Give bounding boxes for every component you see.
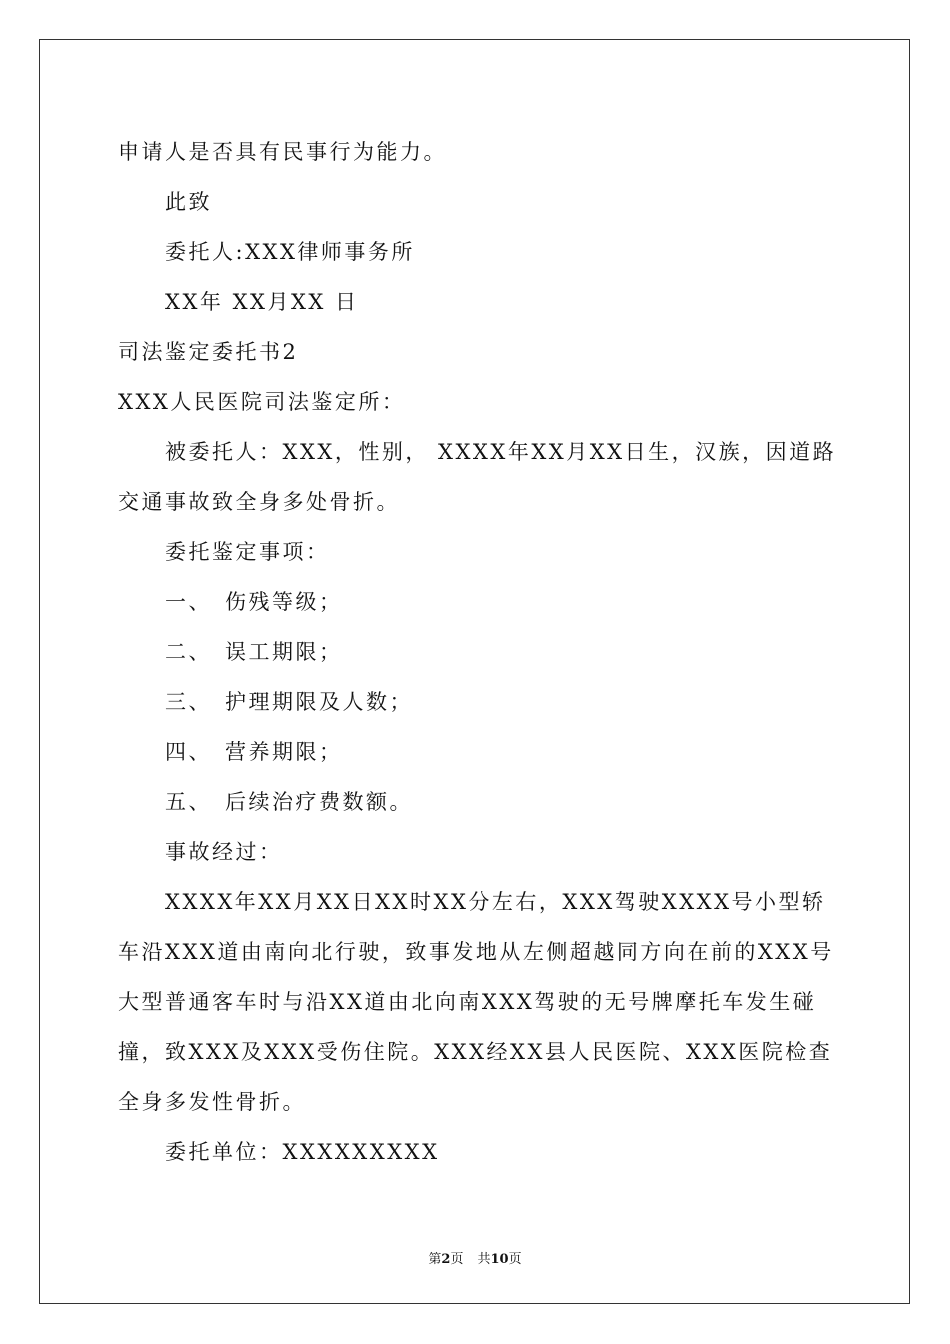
page-number: 2 — [441, 1252, 451, 1267]
total-prefix: 共 — [477, 1252, 491, 1267]
list-item — [118, 727, 838, 777]
list-item-text: 误工期限； — [225, 640, 343, 664]
continuation-line: 申请人是否具有民事行为能力。 — [118, 140, 447, 164]
list-item — [118, 627, 838, 677]
list-item-number: 四、 — [165, 740, 212, 764]
date-line: XX年 XX月XX 日 — [165, 290, 359, 314]
document-title: 司法鉴定委托书2 — [118, 340, 299, 364]
total-pages: 10 — [490, 1252, 509, 1267]
list-item — [118, 777, 838, 827]
accident-paragraph: XXXX年XX月XX日XX时XX分左右，XXX驾驶XXXX号小型轿车沿XXX道由南向北行驶，致事发地从左侧超越同方向在前的XXX号大型普通客车时与沿XX道由北向南XXX驾驶的无号牌摩托车发生碰撞，致XXX及XXX受伤住院。XXX经XX县人民医院、XXX医院检查全身多发性骨折。 — [118, 890, 834, 1114]
salutation-close: 此致 — [165, 190, 212, 214]
list-item-text: 后续治疗费数额。 — [225, 790, 413, 814]
page-suffix: 页 — [450, 1252, 464, 1267]
list-item-number: 二、 — [165, 640, 212, 664]
list-item-text: 营养期限； — [225, 740, 343, 764]
total-suffix: 页 — [508, 1252, 522, 1267]
list-item — [118, 577, 838, 627]
list-item-number: 一、 — [165, 590, 212, 614]
accident-heading: 事故经过： — [165, 840, 283, 864]
list-item-text: 护理期限及人数； — [225, 690, 413, 714]
document-body — [118, 127, 838, 1177]
page-footer — [0, 1248, 950, 1267]
subject-paragraph: 被委托人：XXX，性别， XXXX年XX月XX日生，汉族，因道路交通事故致全身多处骨折。 — [118, 440, 837, 514]
addressee-line: XXX人民医院司法鉴定所： — [118, 390, 406, 414]
client-line: 委托人:XXX律师事务所 — [165, 240, 415, 264]
page-prefix: 第 — [428, 1252, 442, 1267]
list-item-text: 伤残等级； — [225, 590, 343, 614]
list-item-number: 三、 — [165, 690, 212, 714]
unit-line: 委托单位：XXXXXXXXX — [165, 1140, 440, 1164]
list-item — [118, 677, 838, 727]
items-heading: 委托鉴定事项： — [165, 540, 330, 564]
list-item-number: 五、 — [165, 790, 212, 814]
